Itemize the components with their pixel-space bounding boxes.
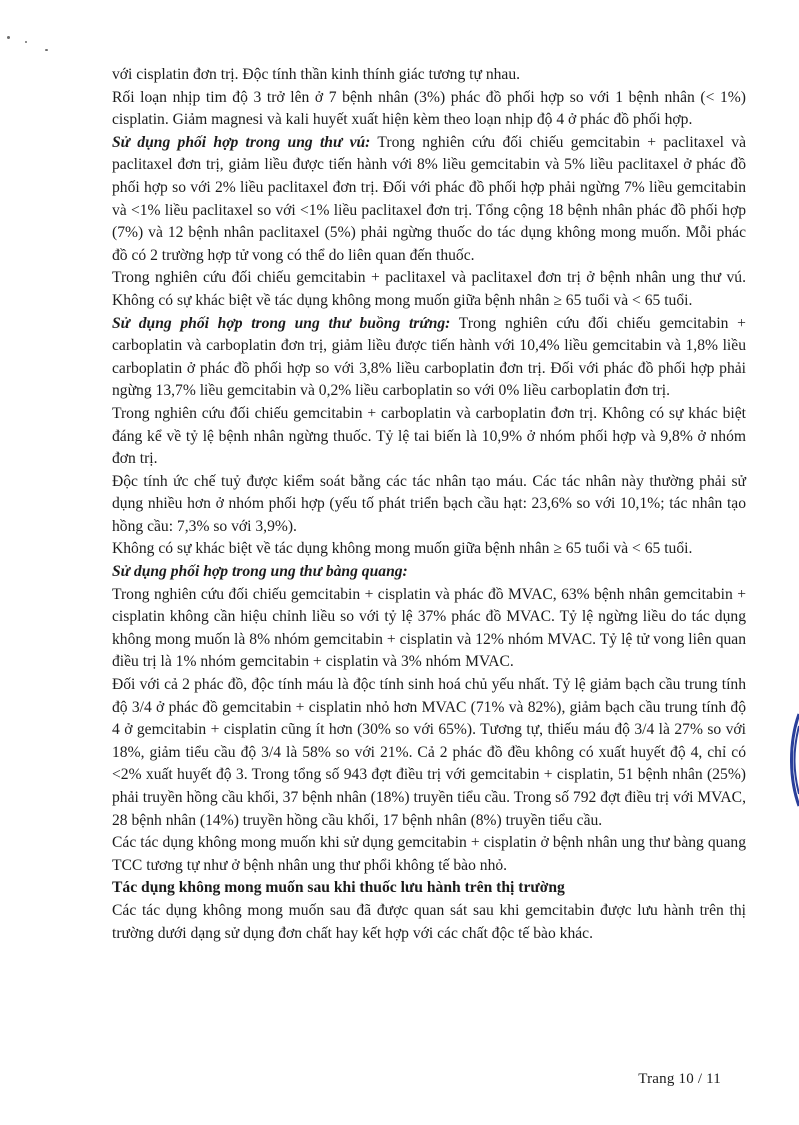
paragraph	[112, 132, 746, 268]
page-number: Trang 10 / 11	[638, 1071, 721, 1087]
paragraph-text: Trong nghiên cứu đối chiếu gemcitabin + carboplatin và carboplatin đơn trị, giảm liều được tiến hành với 10,4% liều gemcitabin và 1,8% liều carboplatin ở phác đồ phối hợp so với 3,8% liều carboplatin đơn trị. Đối với phác đồ phối hợp phải ngừng 13,7% liều gemcitabin và 0,2% liều carboplatin so với 0% liều carboplatin đơn trị.	[112, 314, 746, 400]
scan-speck	[7, 36, 10, 39]
section-heading-breast-cancer: Sử dụng phối hợp trong ung thư vú:	[112, 133, 371, 151]
paragraph: Đối với cả 2 phác đồ, độc tính máu là độc tính sinh hoá chủ yếu nhất. Tỷ lệ giảm bạch cầu trung tính độ 3/4 ở phác đồ gemcitabin + cisplatin nhỏ hơn MVAC (71% và 82%), giảm bạch cầu trung tính độ 4 ở gemcitabin + cisplatin cũng ít hơn (30% so với 65%). Tương tự, thiếu máu độ 3/4 là 27% so với 18%, giảm tiểu cầu độ 3/4 là 58% so với 21%. Cả 2 phác đồ đều không có xuất huyết độ 4, chỉ có <2% xuất huyết độ 3. Trong tổng số 943 đợt điều trị với gemcitabin + cisplatin, 51 bệnh nhân (25%) phải truyền hồng cầu khối, 37 bệnh nhân (18%) truyền tiểu cầu. Trong số 792 đợt điều trị với MVAC, 28 bệnh nhân (14%) truyền hồng cầu khối, 17 bệnh nhân (8%) truyền tiểu cầu.	[112, 676, 746, 829]
paragraph: Không có sự khác biệt về tác dụng không mong muốn giữa bệnh nhân ≥ 65 tuổi và < 65 tuổi.	[112, 540, 693, 558]
paragraph: Trong nghiên cứu đối chiếu gemcitabin + carboplatin và carboplatin đơn trị. Không có sự khác biệt đáng kể về tỷ lệ bệnh nhân ngừng thuốc. Tỷ lệ tai biến là 10,9% ở nhóm phối hợp và 9,8% ở nhóm đơn trị.	[112, 404, 746, 468]
paragraph: Trong nghiên cứu đối chiếu gemcitabin + paclitaxel và paclitaxel đơn trị ở bệnh nhân ung thư vú. Không có sự khác biệt về tác dụng không mong muốn giữa bệnh nhân ≥ 65 tuổi và < 65 tuổi.	[112, 269, 746, 309]
section-heading-post-marketing: Tác dụng không mong muốn sau khi thuốc lưu hành trên thị trường	[112, 879, 565, 897]
scan-speck	[45, 49, 48, 51]
section-heading-bladder-cancer: Sử dụng phối hợp trong ung thư bàng quang:	[112, 563, 408, 581]
paragraph	[112, 313, 746, 403]
paragraph: với cisplatin đơn trị. Độc tính thần kinh thính giác tương tự nhau.	[112, 66, 521, 83]
paragraph: Rối loạn nhịp tim độ 3 trở lên ở 7 bệnh nhân (3%) phác đồ phối hợp so với 1 bệnh nhân (< 1%) cisplatin. Giảm magnesi và kali huyết xuất hiện kèm theo loạn nhịp độ 4 ở phác đồ phối hợp.	[112, 88, 746, 129]
stamp-fragment-icon	[787, 712, 799, 808]
paragraph: Độc tính ức chế tuỷ được kiểm soát bằng các tác nhân tạo máu. Các tác nhân này thường phải sử dụng nhiều hơn ở nhóm phối hợp (yếu tố phát triển bạch cầu hạt: 23,6% so với 10,1%; tác nhân tạo hồng cầu: 7,3% so với 3,9%).	[112, 472, 746, 535]
paragraph: Trong nghiên cứu đối chiếu gemcitabin + cisplatin và phác đồ MVAC, 63% bệnh nhân gemcitabin + cisplatin không cần hiệu chỉnh liều so với tỷ lệ 37% phác đồ MVAC. Tỷ lệ ngừng liều do tác dụng không mong muốn là 8% nhóm gemcitabin + cisplatin và 12% nhóm MVAC. Tỷ lệ tử vong liên quan điều trị là 1% nhóm gemcitabin + cisplatin và 3% nhóm MVAC.	[112, 585, 746, 671]
scan-speck	[25, 41, 27, 43]
paragraph: Các tác dụng không mong muốn sau đã được quan sát sau khi gemcitabin được lưu hành trên thị trường dưới dạng sử dụng đơn chất hay kết hợp với các chất độc tế bào khác.	[112, 901, 746, 942]
paragraph-text: Trong nghiên cứu đối chiếu gemcitabin + paclitaxel và paclitaxel đơn trị, giảm liều được tiến hành với 8% liều gemcitabin và 5% liều paclitaxel ở phác đồ phối hợp so với 2% liều paclitaxel đơn trị. Đối với phác đồ phối hợp phải ngừng 7% liều gemcitabin và <1% liều paclitaxel so với <1% liều paclitaxel đơn trị. Tổng cộng 18 bệnh nhân phác đồ phối hợp (7%) và 12 bệnh nhân paclitaxel (5%) phải ngừng thuốc do tác dụng không mong muốn. Mỗi phác đồ có 2 trường hợp tử vong có thể do liên quan đến thuốc.	[112, 133, 747, 264]
paragraph: Các tác dụng không mong muốn khi sử dụng gemcitabin + cisplatin ở bệnh nhân ung thư bàng quang TCC tương tự như ở bệnh nhân ung thư phổi không tế bào nhỏ.	[112, 834, 746, 874]
body-text	[112, 64, 746, 945]
section-heading-ovarian-cancer: Sử dụng phối hợp trong ung thư buồng trứng:	[112, 314, 451, 332]
